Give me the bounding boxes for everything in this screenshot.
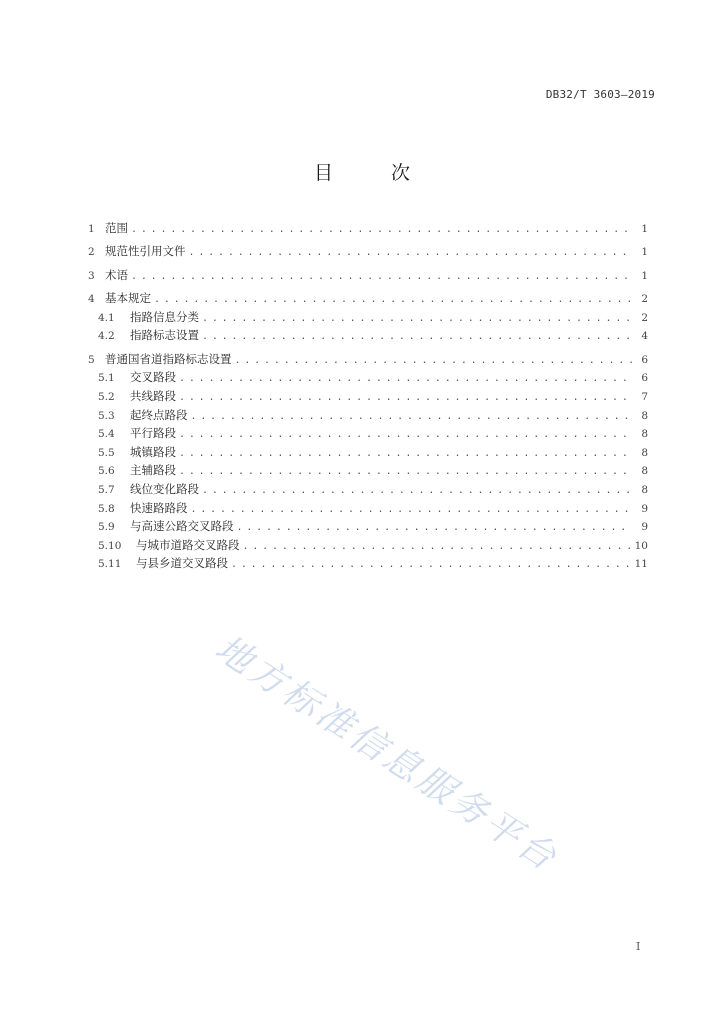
- toc-entry-page: 2: [641, 293, 648, 306]
- toc-leader-dots: [243, 538, 631, 557]
- toc-entry-title: 共线路段: [130, 388, 176, 403]
- toc-leader-dots: [231, 556, 631, 575]
- toc-entry-page: 8: [641, 446, 648, 459]
- toc-entry[interactable]: [88, 480, 648, 499]
- toc-entry-number: 5.11: [98, 558, 122, 571]
- toc-leader-dots: [189, 244, 633, 263]
- toc-leader-dots: [202, 310, 632, 329]
- toc-entry-number: 5.6: [98, 465, 115, 478]
- toc-entry-title: 基本规定: [105, 291, 151, 306]
- toc-entry-page: 7: [641, 390, 648, 403]
- toc-entry-page: 1: [641, 246, 648, 259]
- toc-entry-title: 规范性引用文件: [105, 244, 186, 259]
- toc-entry[interactable]: [88, 517, 648, 536]
- toc-leader-dots: [235, 352, 633, 371]
- toc-entry-page: 6: [641, 372, 648, 385]
- toc-entry[interactable]: [88, 219, 648, 238]
- toc-entry-number: 4: [88, 293, 95, 306]
- toc-leader-dots: [179, 463, 632, 482]
- toc-entry-title: 线位变化路段: [130, 481, 199, 496]
- toc-entry[interactable]: [88, 289, 648, 308]
- toc-entry-title: 与高速公路交叉路段: [130, 519, 234, 534]
- toc-entry[interactable]: [88, 461, 648, 480]
- toc-leader-dots: [191, 408, 633, 427]
- toc-entry-number: 4.1: [98, 311, 115, 324]
- toc-entry-page: 8: [641, 465, 648, 478]
- toc-entry-number: 4.2: [98, 330, 115, 343]
- toc-entry[interactable]: [88, 536, 648, 555]
- toc-entry-page: 2: [641, 311, 648, 324]
- toc-entry-title: 与县乡道交叉路段: [136, 556, 228, 571]
- toc-entry-page: 10: [634, 539, 648, 552]
- toc-entry-title: 普通国省道指路标志设置: [105, 351, 232, 366]
- toc-entry-number: 5.1: [98, 372, 115, 385]
- toc-entry[interactable]: [88, 424, 648, 443]
- page-title: 目 次: [313, 162, 437, 184]
- toc-entry-number: 5.5: [98, 446, 115, 459]
- toc-entry-page: 8: [641, 409, 648, 422]
- toc-entry-page: 9: [641, 521, 648, 534]
- toc-leader-dots: [131, 221, 632, 240]
- toc-entry-page: 8: [641, 428, 648, 441]
- watermark: 地方标准信息服务平台: [207, 627, 566, 881]
- toc-entry-title: 术语: [105, 267, 128, 282]
- toc-entry-number: 2: [88, 246, 95, 259]
- toc-leader-dots: [237, 519, 633, 538]
- toc-entry-number: 5.2: [98, 390, 115, 403]
- toc-entry-title: 快速路路段: [130, 500, 188, 515]
- toc-entry-number: 5.7: [98, 483, 115, 496]
- page-number: I: [636, 940, 641, 953]
- toc-entry[interactable]: [88, 266, 648, 285]
- toc-leader-dots: [154, 291, 632, 310]
- toc-entry-title: 指路信息分类: [130, 309, 199, 324]
- toc-entry[interactable]: [88, 242, 648, 261]
- toc-entry-title: 主辅路段: [130, 463, 176, 478]
- toc-entry[interactable]: [88, 443, 648, 462]
- toc-leader-dots: [179, 389, 632, 408]
- toc-entry-number: 5.10: [98, 539, 122, 552]
- toc-entry[interactable]: [88, 350, 648, 369]
- toc-entry[interactable]: [88, 499, 648, 518]
- toc-entry-title: 平行路段: [130, 426, 176, 441]
- toc-entry[interactable]: [88, 326, 648, 345]
- toc-leader-dots: [179, 370, 632, 389]
- toc-entry-title: 城镇路段: [130, 444, 176, 459]
- toc-entry-title: 范围: [105, 221, 128, 235]
- toc-entry[interactable]: [88, 368, 648, 387]
- toc-entry-title: 交叉路段: [130, 370, 176, 385]
- toc-entry[interactable]: [88, 308, 648, 327]
- toc-leader-dots: [202, 482, 632, 501]
- toc-entry[interactable]: [88, 406, 648, 425]
- toc-entry-number: 1: [88, 223, 95, 235]
- toc-entry-page: 1: [641, 269, 648, 282]
- toc-entry-number: 5.8: [98, 502, 115, 515]
- toc-leader-dots: [131, 268, 632, 287]
- toc-entry-page: 8: [641, 483, 648, 496]
- toc-entry-title: 与城市道路交叉路段: [136, 537, 240, 552]
- toc-entry-number: 5.3: [98, 409, 115, 422]
- toc-entry-number: 5.9: [98, 521, 115, 534]
- toc-entry-number: 5.4: [98, 428, 115, 441]
- toc-entry-number: 3: [88, 269, 95, 282]
- toc-entry-page: 6: [641, 353, 648, 366]
- toc-entry[interactable]: [88, 387, 648, 406]
- toc-entry-page: 4: [641, 330, 648, 343]
- toc-entry-number: 5: [88, 353, 95, 366]
- toc-leader-dots: [191, 501, 633, 520]
- toc-entry-title: 指路标志设置: [130, 328, 199, 343]
- toc-leader-dots: [202, 328, 632, 347]
- toc-entry[interactable]: [88, 554, 648, 573]
- toc-entry-title: 起终点路段: [130, 407, 188, 422]
- toc-leader-dots: [179, 426, 632, 445]
- toc-entry-page: 1: [641, 223, 648, 235]
- toc-leader-dots: [179, 445, 632, 464]
- table-of-contents: [88, 219, 648, 573]
- document-code: DB32/T 3603—2019: [545, 88, 655, 101]
- toc-entry-page: 11: [634, 558, 648, 571]
- toc-entry-page: 9: [641, 502, 648, 515]
